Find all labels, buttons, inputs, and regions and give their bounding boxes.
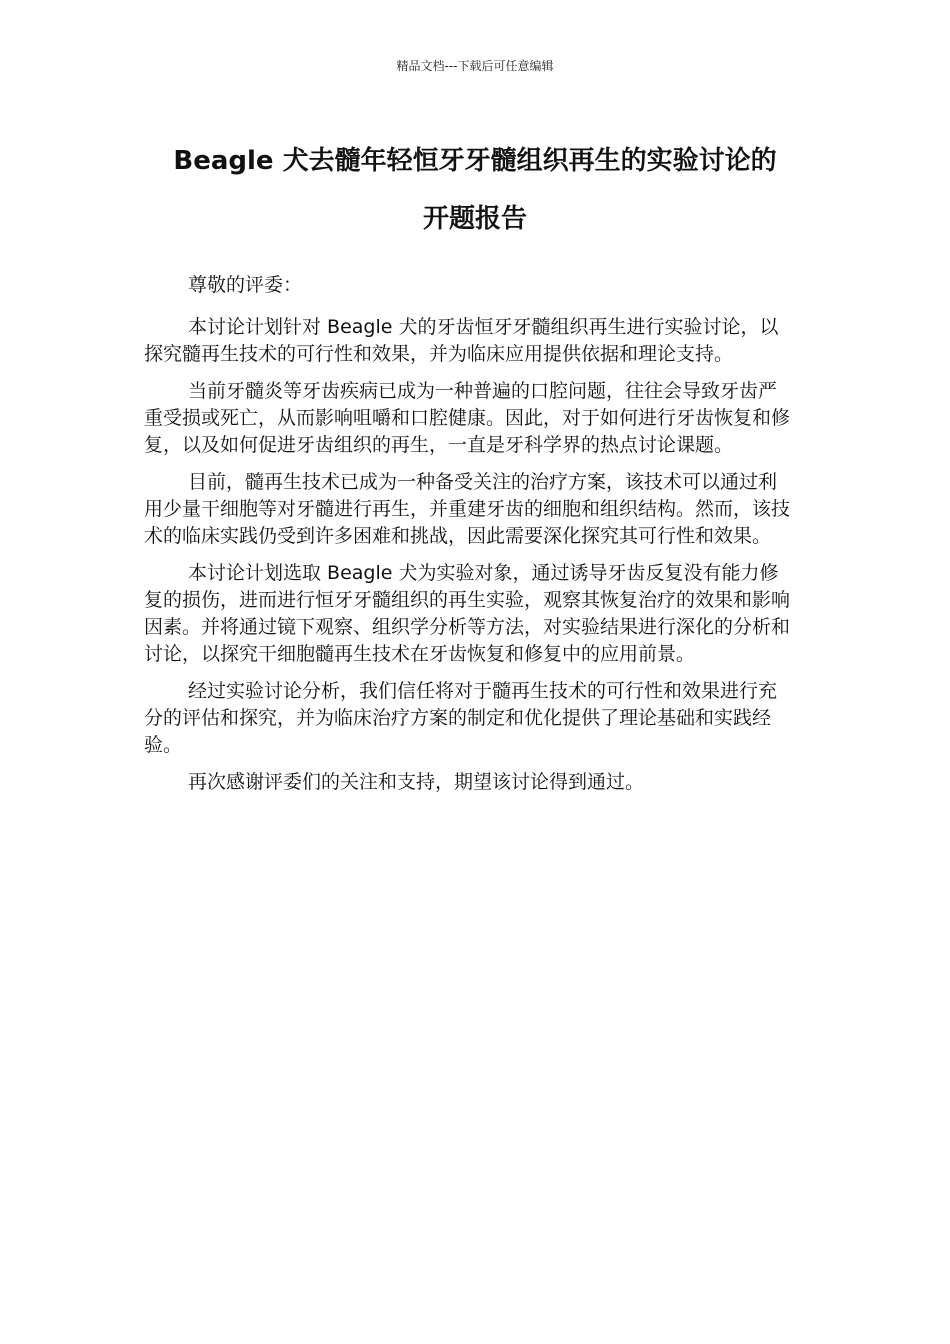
paragraph-5: 经过实验讨论分析，我们信任将对于髓再生技术的可行性和效果进行充分的评估和探究，并为临床治疗方案的制定和优化提供了理论基础和实践经验。 — [144, 680, 778, 756]
paragraph-2: 当前牙髓炎等牙齿疾病已成为一种普遍的口腔问题，往往会导致牙齿严重受损或死亡，从而影响咀嚼和口腔健康。因此，对于如何进行牙齿恢复和修复，以及如何促进牙齿组织的再生，一直是牙科学界的热点讨论课题。 — [144, 380, 791, 456]
paragraph-4: 本讨论计划选取 Beagle 犬为实验对象，通过诱导牙齿反复没有能力修复的损伤，进而进行恒牙牙髓组织的再生实验，观察其恢复治疗的效果和影响因素。并将通过镜下观察、组织学分析等方法，对实验结果进行深化的分析和讨论，以探究干细胞髓再生技术在牙齿恢复和修复中的应用前景。 — [144, 562, 791, 665]
page-header: 精品文档---下载后可任意编辑 — [396, 59, 554, 73]
title-line-1: Beagle 犬去髓年轻恒牙牙髓组织再生的实验讨论的 — [173, 146, 777, 176]
document-body — [144, 272, 792, 806]
salutation: 尊敬的评委： — [188, 274, 303, 296]
paragraph-6: 再次感谢评委们的关注和支持，期望该讨论得到通过。 — [188, 771, 645, 793]
paragraph-1: 本讨论计划针对 Beagle 犬的牙齿恒牙牙髓组织再生进行实验讨论，以探究髓再生技术的可行性和效果，并为临床应用提供依据和理论支持。 — [144, 316, 779, 365]
title-line-2: 开题报告 — [422, 204, 527, 234]
paragraph-3: 目前，髓再生技术已成为一种备受关注的治疗方案，该技术可以通过利用少量干细胞等对牙髓进行再生，并重建牙齿的细胞和组织结构。然而，该技术的临床实践仍受到许多困难和挑战，因此需要深化探究其可行性和效果。 — [144, 471, 791, 547]
document-title — [120, 132, 830, 248]
